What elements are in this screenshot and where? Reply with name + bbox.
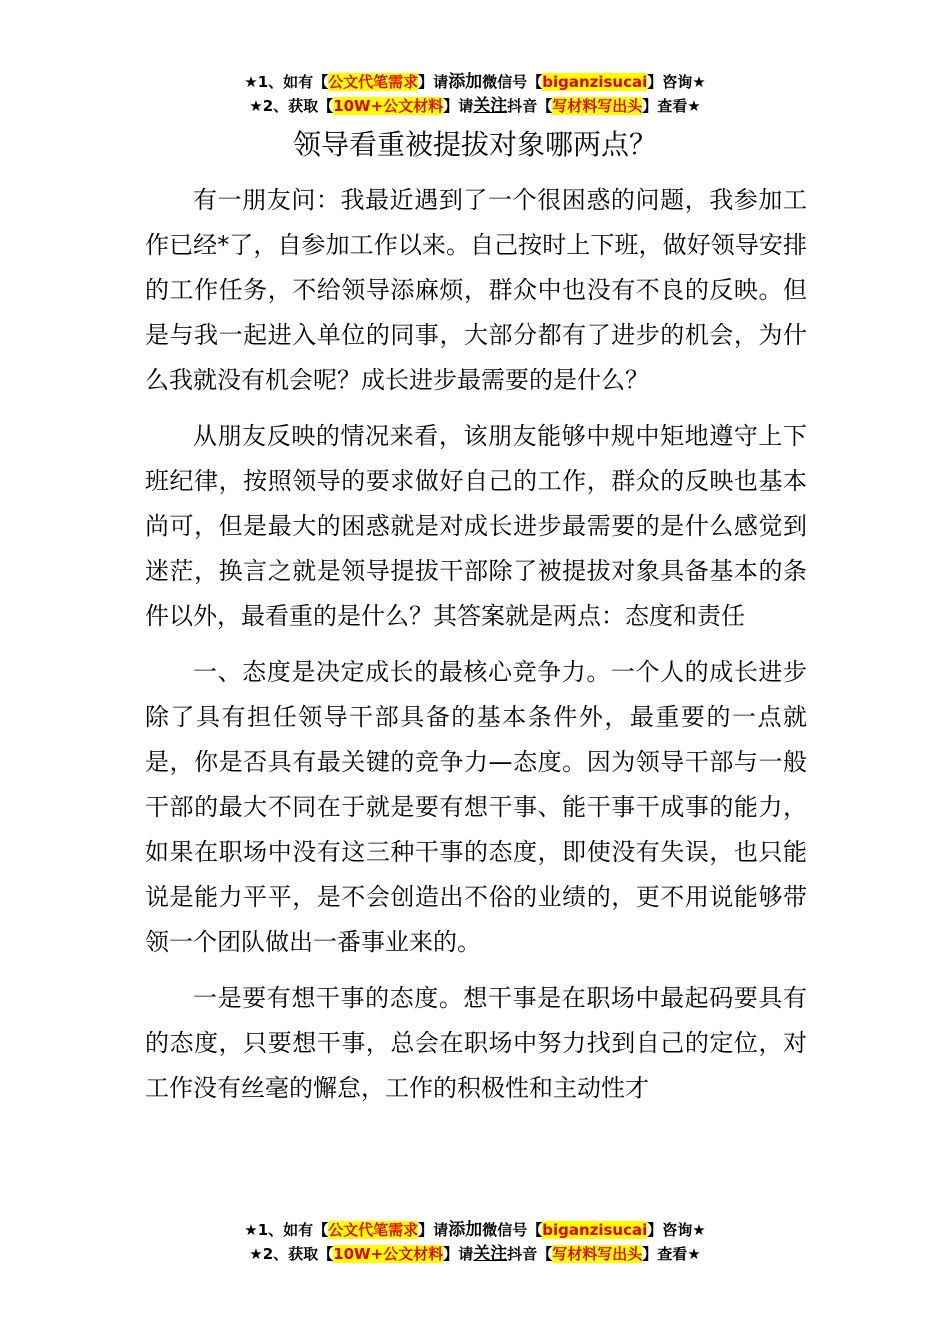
banner-highlight: biganzisucai xyxy=(542,73,648,91)
banner-text: 】请 xyxy=(443,1245,474,1263)
banner-text: 】咨询★ xyxy=(647,1221,706,1239)
banner-line-2 xyxy=(0,94,950,118)
banner-text: 】咨询★ xyxy=(647,73,706,91)
banner-text: 】请 xyxy=(418,1221,449,1239)
footer-banner xyxy=(0,1218,950,1266)
banner-emphasis: 添加 xyxy=(448,72,483,92)
header-banner xyxy=(0,70,950,118)
banner-highlight: 写材料写出头 xyxy=(552,97,643,115)
banner-line-1 xyxy=(0,1218,950,1242)
banner-emphasis: 添加 xyxy=(448,1220,483,1240)
banner-text: ★1、如有【 xyxy=(244,73,329,91)
banner-highlight: 10W+公文材料 xyxy=(333,1245,444,1263)
banner-text: ★2、获取【 xyxy=(249,1245,334,1263)
banner-text: ★1、如有【 xyxy=(244,1221,329,1239)
banner-highlight: biganzisucai xyxy=(542,1221,648,1239)
banner-line-1 xyxy=(0,70,950,94)
banner-highlight: 写材料写出头 xyxy=(552,1245,643,1263)
banner-text: 】请 xyxy=(443,97,474,115)
banner-text: 微信号【 xyxy=(482,1221,543,1239)
banner-highlight: 公文代笔需求 xyxy=(328,73,419,91)
paragraph-2: 从朋友反映的情况来看，该朋友能够中规中矩地遵守上下班纪律，按照领导的要求做好自己的工作，群众的反映也基本尚可，但是最大的困惑就是对成长进步最需要的是什么感觉到迷茫，换言之就是领导提拔干部除了被提拔对象具备基本的条件以外，最看重的是什么？其答案就是两点：态度和责任 xyxy=(145,422,807,630)
document-title: 领导看重被提拔对象哪两点？ xyxy=(292,128,657,161)
banner-text: 】查看★ xyxy=(642,1245,701,1263)
banner-text: 】查看★ xyxy=(642,97,701,115)
document-body xyxy=(145,178,807,1180)
paragraph-4: 一是要有想干事的态度。想干事是在职场中最起码要具有的态度，只要想干事，总会在职场中努力找到自己的定位，对工作没有丝毫的懈怠，工作的积极性和主动性才 xyxy=(145,984,807,1102)
paragraph-1: 有一朋友问：我最近遇到了一个很困惑的问题，我参加工作已经*了，自参加工作以来。自己按时上下班，做好领导安排的工作任务，不给领导添麻烦，群众中也没有不良的反映。但是与我一起进入单位的同事，大部分都有了进步的机会，为什么我就没有机会呢？成长进步最需要的是什么？ xyxy=(145,186,807,394)
banner-highlight: 10W+公文材料 xyxy=(333,97,444,115)
banner-emphasis: 关注 xyxy=(473,1244,508,1264)
banner-text: 微信号【 xyxy=(482,73,543,91)
paragraph-3: 一、态度是决定成长的最核心竞争力。一个人的成长进步除了具有担任领导干部具备的基本条件外，最重要的一点就是，你是否具有最关键的竞争力—态度。因为领导干部与一般干部的最大不同在于就是要有想干事、能干事干成事的能力，如果在职场中没有这三种干事的态度，即使没有失误，也只能说是能力平平，是不会创造出不俗的业绩的，更不用说能够带领一个团队做出一番事业来的。 xyxy=(145,658,807,956)
banner-highlight: 公文代笔需求 xyxy=(328,1221,419,1239)
banner-text: 抖音【 xyxy=(507,1245,553,1263)
banner-emphasis: 关注 xyxy=(473,96,508,116)
banner-text: 抖音【 xyxy=(507,97,553,115)
banner-line-2 xyxy=(0,1242,950,1266)
banner-text: 】请 xyxy=(418,73,449,91)
banner-text: ★2、获取【 xyxy=(249,97,334,115)
